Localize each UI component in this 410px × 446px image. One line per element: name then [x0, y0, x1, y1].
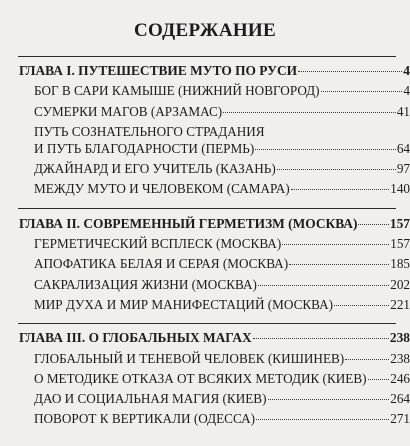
- chapter-heading: [0, 329, 410, 347]
- toc-entry-line: [0, 123, 410, 141]
- leader-dots: [223, 112, 396, 113]
- page-number: 264: [390, 391, 410, 406]
- entry-title: МИР ДУХА И МИР МАНИФЕСТАЦИЙ (МОСКВА): [34, 297, 334, 312]
- toc-entry: [0, 276, 410, 294]
- leader-dots: [298, 71, 402, 72]
- entry-title: ПУТЬ СОЗНАТЕЛЬНОГО СТРАДАНИЯ: [34, 124, 265, 139]
- leader-dots: [291, 189, 390, 190]
- toc-entry: [0, 410, 410, 428]
- toc-entry: [0, 390, 410, 408]
- leader-dots: [253, 338, 389, 339]
- page-title: СОДЕРЖАНИЕ: [134, 20, 276, 41]
- entry-title: АПОФАТИКА БЕЛАЯ И СЕРАЯ (МОСКВА): [34, 256, 289, 271]
- entry-title: ГЛОБАЛЬНЫЙ И ТЕНЕВОЙ ЧЕЛОВЕК (КИШИНЕВ): [34, 351, 345, 366]
- page-number: 185: [390, 256, 410, 271]
- toc-entry: [0, 235, 410, 253]
- page-number: 271: [390, 411, 410, 426]
- page-number: 157: [389, 216, 410, 231]
- page-number: 221: [390, 297, 410, 312]
- toc-entry: [0, 370, 410, 388]
- entry-title: СУМЕРКИ МАГОВ (АРЗАМАС): [34, 104, 223, 119]
- leader-dots: [258, 285, 389, 286]
- divider: [18, 208, 396, 209]
- leader-dots: [321, 91, 403, 92]
- entry-title: БОГ В САРИ КАМЫШЕ (НИЖНИЙ НОВГОРОД): [34, 83, 320, 98]
- leader-dots: [289, 264, 389, 265]
- page-number: 238: [390, 351, 410, 366]
- toc-entry: [0, 103, 410, 121]
- page-number: 97: [396, 161, 410, 176]
- leader-dots: [256, 419, 389, 420]
- chapter-title: ГЛАВА II. СОВРЕМЕННЫЙ ГЕРМЕТИЗМ (МОСКВА): [19, 216, 358, 231]
- page-number: 41: [396, 104, 410, 119]
- chapter-title: ГЛАВА I. ПУТЕШЕСТВИЕ МУТО ПО РУСИ: [19, 63, 298, 78]
- toc-entry: [0, 255, 410, 273]
- entry-title: О МЕТОДИКЕ ОТКАЗА ОТ ВСЯКИХ МЕТОДИК (КИЕВ): [34, 371, 367, 386]
- page-number: 202: [390, 277, 410, 292]
- chapter-heading: [0, 215, 410, 233]
- leader-dots: [277, 169, 396, 170]
- toc-entry: [0, 180, 410, 198]
- leader-dots: [255, 149, 396, 150]
- toc-entry: [0, 350, 410, 368]
- page-number: 157: [390, 236, 410, 251]
- divider: [18, 56, 396, 57]
- entry-title: ПОВОРОТ К ВЕРТИКАЛИ (ОДЕССА): [34, 411, 255, 426]
- leader-dots: [268, 399, 390, 400]
- toc-entry: [0, 140, 410, 158]
- leader-dots: [282, 244, 389, 245]
- page-number: 4: [403, 83, 410, 98]
- page-number: 246: [390, 371, 410, 386]
- chapter-title: ГЛАВА III. О ГЛОБАЛЬНЫХ МАГАХ: [19, 330, 252, 345]
- leader-dots: [358, 224, 388, 225]
- leader-dots: [368, 379, 390, 380]
- leader-dots: [334, 305, 389, 306]
- entry-title: ГЕРМЕТИЧЕСКИЙ ВСПЛЕСК (МОСКВА): [34, 236, 282, 251]
- page-number: 4: [403, 63, 410, 78]
- toc-entry: [0, 296, 410, 314]
- toc-entry: [0, 160, 410, 178]
- entry-title: ДАО И СОЦИАЛЬНАЯ МАГИЯ (КИЕВ): [34, 391, 267, 406]
- page-number: 140: [390, 181, 410, 196]
- toc-entry: [0, 82, 410, 100]
- entry-title: МЕЖДУ МУТО И ЧЕЛОВЕКОМ (САМАРА): [34, 181, 290, 196]
- leader-dots: [345, 359, 389, 360]
- divider: [18, 323, 396, 324]
- chapter-heading: [0, 62, 410, 80]
- page-number: 64: [396, 141, 410, 156]
- entry-title: САКРАЛИЗАЦИЯ ЖИЗНИ (МОСКВА): [34, 277, 257, 292]
- entry-title: ДЖАЙНАРД И ЕГО УЧИТЕЛЬ (КАЗАНЬ): [34, 161, 276, 176]
- entry-title: И ПУТЬ БЛАГОДАРНОСТИ (ПЕРМЬ): [34, 141, 255, 156]
- page-number: 238: [389, 330, 410, 345]
